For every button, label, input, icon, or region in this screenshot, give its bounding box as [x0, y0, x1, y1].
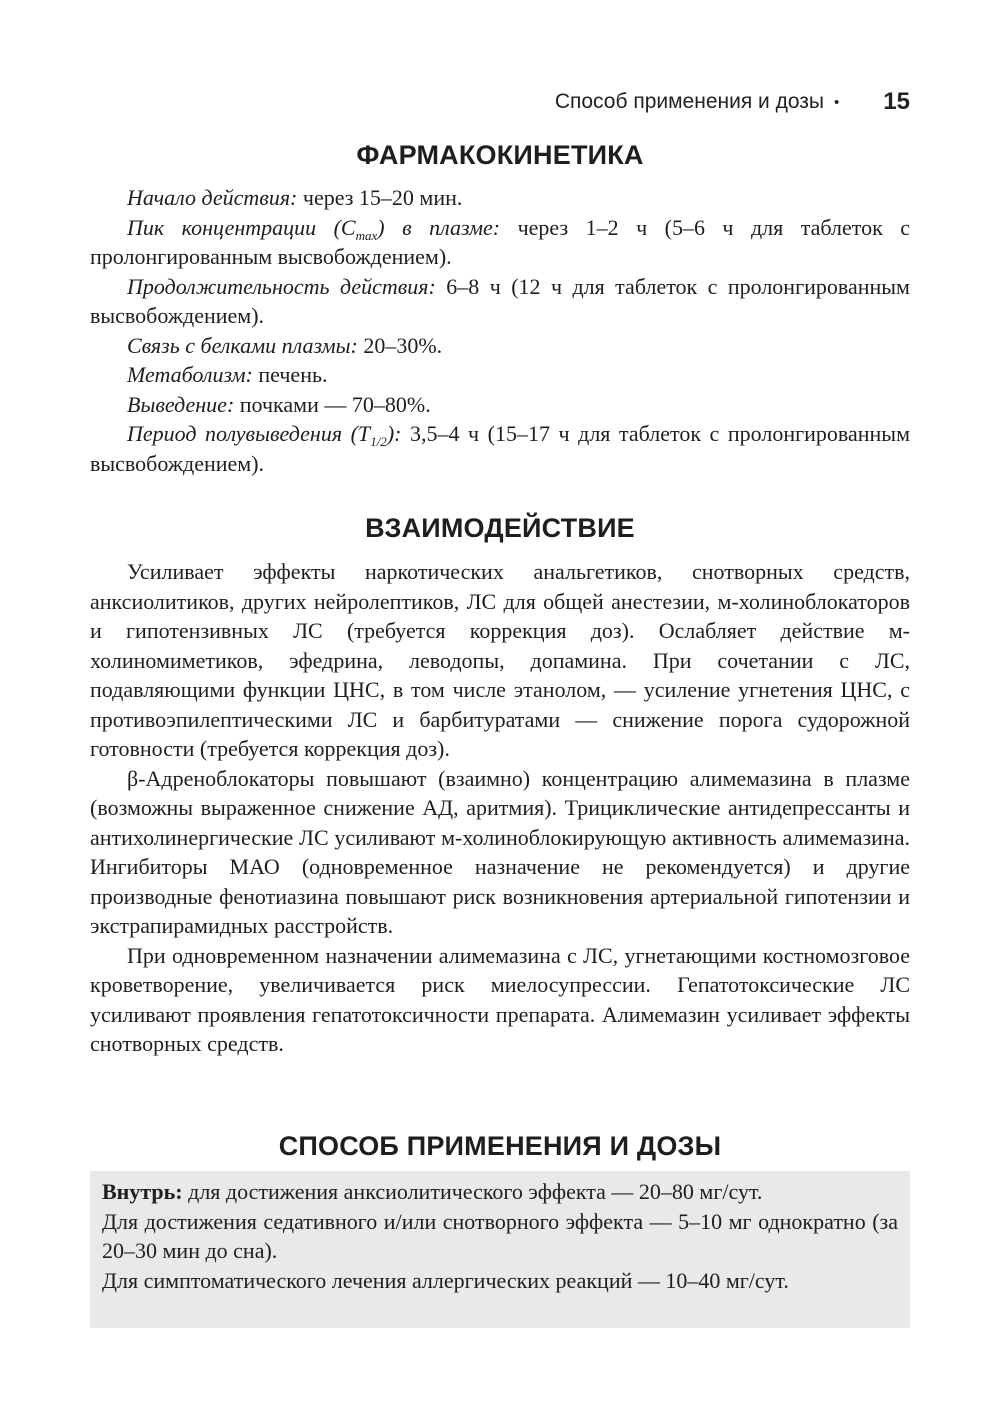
pk-half-life-label-sub: 1/2 [370, 434, 387, 449]
pk-metabolism-label: Метаболизм: [127, 362, 253, 387]
page-number: 15 [883, 88, 910, 115]
pk-metabolism [90, 360, 910, 390]
pharmacokinetics-section [90, 183, 910, 478]
pk-peak-label-post: ) в плазме: [377, 214, 501, 240]
pk-protein-binding-label: Связь с белками плазмы: [127, 332, 358, 358]
pk-onset-text: через 15–20 мин. [297, 185, 463, 210]
pk-duration-text: 6–8 ч (12 ч для таблеток с пролонгированным высвобождением). [90, 273, 910, 328]
pk-peak-label-pre: Пик концентрации (C [127, 214, 356, 240]
pk-peak-label [127, 214, 501, 243]
dosage-oral-label: Внутрь: [102, 1179, 183, 1204]
interaction-paragraph-3: При одновременном назначении алимемазина с ЛС, угнетающими костномозговое кроветворение, увеличивается риск миелосупрессии. Гепатотоксические ЛС усиливают проявления гепатотоксичности препарата. Алимемазин усиливает эффекты снотворных средств. [90, 942, 910, 1056]
pk-duration [90, 272, 910, 331]
interaction-paragraph-2: β-Адреноблокаторы повышают (взаимно) концентрацию алимемазина в плазме (возможны выраженное снижение АД, аритмия). Трициклические антидепрессанты и антихолинергические ЛС усиливают м-холиноблокирующую активность алимемазина. Ингибиторы МАО (одновременное назначение не рекомендуется) и другие производные фенотиазина повышают риск возникновения артериальной гипотензии и экстрапирамидных расстройств. [90, 765, 910, 938]
pk-onset [90, 183, 910, 213]
pk-half-life [90, 419, 910, 478]
dosage-allergy: Для симптоматического лечения аллергических реакций — 10–40 мг/сут. [102, 1267, 789, 1293]
pk-metabolism-text: печень. [252, 362, 328, 387]
interaction-paragraph-1: Усиливает эффекты наркотических анальгетиков, снотворных средств, анксиолитиков, других нейролептиков, ЛС для общей анестезии, м-холиноблокаторов и гипотензивных ЛС (требуется коррекция доз). Ослабляет действие м-холиномиметиков, эфедрина, леводопы, допамина. При сочетании с ЛС, подавляющими функции ЦНС, в том числе этанолом, — усиление угнетения ЦНС, с противоэпилептическими ЛС и барбитуратами — снижение порога судорожной готовности (требуется коррекция доз). [90, 559, 910, 761]
interaction-section [90, 557, 910, 1059]
running-header-section: Способ применения и дозы [554, 90, 825, 113]
dosage-sedative: Для достижения седативного и/или снотворного эффекта — 5–10 мг однократно (за 20–30 мин до сна). [102, 1208, 898, 1263]
pk-excretion-label: Выведение: [127, 391, 235, 417]
dosage-oral [102, 1177, 898, 1207]
heading-interaction: ВЗАИМОДЕЙСТВИЕ [365, 513, 635, 543]
pk-protein-binding-text: 20–30%. [357, 332, 443, 358]
pk-half-life-label [127, 421, 402, 449]
dosage-oral-text: для достижения анксиолитического эффекта — 20–80 мг/сут. [182, 1179, 763, 1204]
pk-protein-binding [90, 331, 910, 361]
pk-peak-text: через 1–2 ч (5–6 ч для таблеток с пролонгированным высвобождением). [90, 214, 910, 269]
pk-half-life-label-post: ): [386, 421, 402, 446]
heading-pharmacokinetics: ФАРМАКОКИНЕТИКА [356, 140, 644, 170]
pk-peak-label-sub: max [355, 227, 378, 243]
running-header [555, 88, 910, 116]
pk-onset-label: Начало действия: [127, 185, 298, 210]
pk-half-life-label-pre: Период полувыведения (T [127, 421, 371, 446]
dosage-box [90, 1171, 910, 1328]
book-page [90, 0, 910, 1420]
pk-peak [90, 213, 910, 272]
pk-excretion [90, 390, 910, 420]
pk-half-life-text: 3,5–4 ч (15–17 ч для таблеток с пролонгированным высвобождением). [90, 421, 910, 476]
pk-duration-label: Продолжительность действия: [127, 273, 436, 299]
pk-excretion-text: почками — 70–80%. [234, 391, 431, 417]
running-header-bullet: • [834, 93, 840, 111]
heading-dosage: СПОСОБ ПРИМЕНЕНИЯ И ДОЗЫ [278, 1131, 722, 1161]
